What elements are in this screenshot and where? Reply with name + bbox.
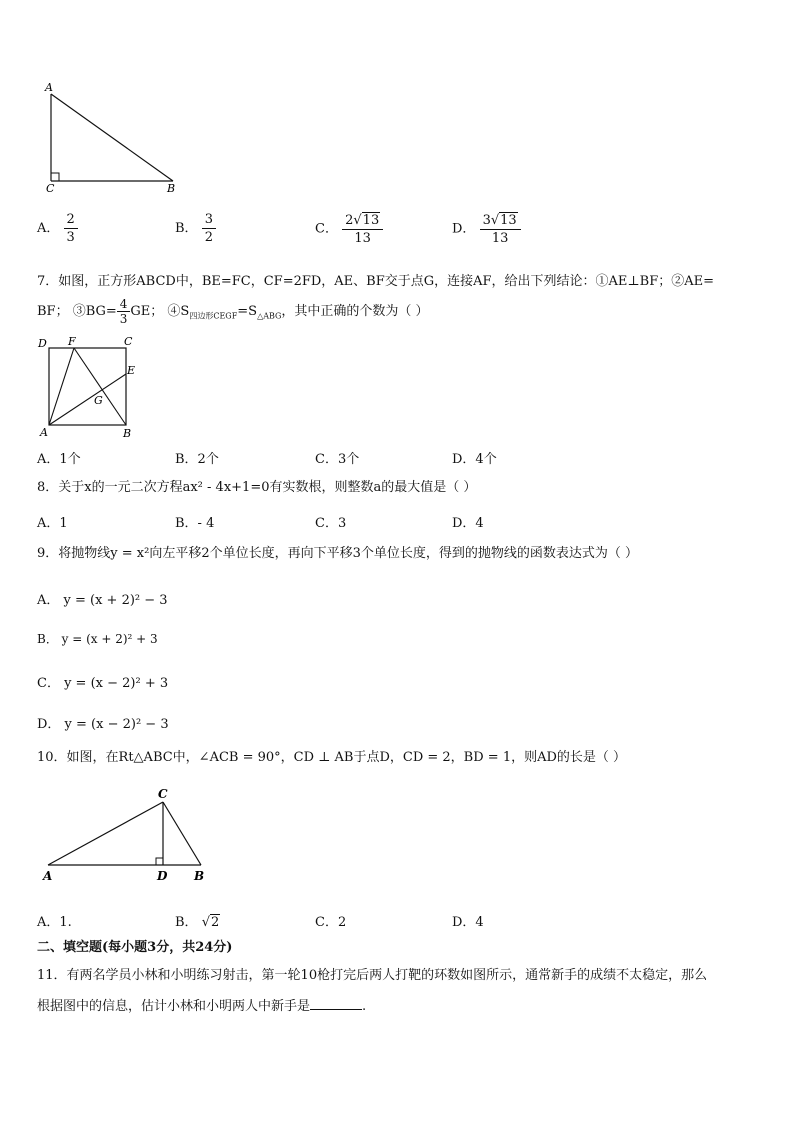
q6-triangle-figure <box>40 80 190 195</box>
q8-option-d[interactable]: D．4 <box>452 516 484 531</box>
q11-answer-blank[interactable] <box>310 1009 362 1010</box>
q6-option-d[interactable] <box>452 212 521 246</box>
q7-label-E: E <box>127 364 136 377</box>
q6-option-c-label: C． <box>315 221 338 237</box>
q6-option-b[interactable] <box>175 212 216 245</box>
q8-stem: 8．关于x的一元二次方程ax² - 4x+1=0有实数根，则整数a的最大值是（ ） <box>37 480 477 495</box>
q7-label-A: A <box>40 426 48 439</box>
q7-label-B: B <box>123 427 132 440</box>
q10-triangle-figure <box>38 785 218 885</box>
q7-label-F: F <box>68 335 76 348</box>
q7-option-c[interactable]: C．3个 <box>315 452 360 467</box>
q8-option-b[interactable]: B．- 4 <box>175 516 215 531</box>
q7-square-figure <box>30 332 150 442</box>
q6-option-b-fraction: $\frac{3}{2}$ <box>202 212 216 245</box>
q11-stem-line2: 根据图中的信息，估计小林和小明两人中新手是 . <box>37 999 367 1014</box>
q8-option-c[interactable]: C．3 <box>315 516 347 531</box>
q6-option-b-label: B． <box>175 221 198 236</box>
q7-label-C: C <box>124 335 133 348</box>
q10-option-b-label: B． <box>175 915 198 930</box>
q7-option-d[interactable]: D．4个 <box>452 452 497 467</box>
q9-option-b[interactable]: B． y = (x + 2)² + 3 <box>37 632 158 646</box>
q9-option-a[interactable]: A． y = (x + 2)² − 3 <box>37 593 168 608</box>
q8-option-a[interactable]: A．1 <box>37 516 68 531</box>
q10-option-b-radicand: 2 <box>210 915 220 930</box>
section-heading-fill-in: 二、填空题(每小题3分，共24分) <box>37 940 233 955</box>
q10-label-A: A <box>43 869 53 883</box>
q10-label-C: C <box>158 787 168 801</box>
q6-option-a-fraction: $\frac{2}{3}$ <box>64 212 78 245</box>
q6-label-B: B <box>167 182 176 195</box>
q10-label-D: D <box>157 869 168 883</box>
q10-label-B: B <box>194 869 205 883</box>
q7-label-G: G <box>94 394 103 407</box>
q7-stem-line1: 7．如图，正方形ABCD中，BE=FC，CF=2FD，AE、BF交于点G，连接AF，给出下列结论：①AE⊥BF；②AE= <box>37 274 714 289</box>
q6-option-d-label: D． <box>452 221 476 237</box>
q6-option-a[interactable] <box>37 212 78 245</box>
q9-option-d[interactable]: D． y = (x − 2)² − 3 <box>37 717 169 732</box>
q7-option-a[interactable]: A．1个 <box>37 452 81 467</box>
q6-option-c-fraction: $\frac{2√13}{13}$ <box>342 212 383 246</box>
q11-stem-line1: 11．有两名学员小林和小明练习射击，第一轮10枪打完后两人打靶的环数如图所示，通常新手的成绩不太稳定，那么 <box>37 968 708 983</box>
q6-option-a-label: A． <box>37 221 60 236</box>
q10-option-b[interactable]: B． √2 <box>175 915 220 930</box>
q7-option-b[interactable]: B．2个 <box>175 452 219 467</box>
q7-label-D: D <box>38 337 47 350</box>
q6-option-c[interactable] <box>315 212 383 246</box>
q10-option-c[interactable]: C．2 <box>315 915 347 930</box>
q9-stem: 9．将抛物线y = x²向左平移2个单位长度，再向下平移3个单位长度，得到的抛物线的函数表达式为（ ） <box>37 546 638 561</box>
q6-label-C: C <box>46 182 55 195</box>
q7-fraction: $\frac{4}{3}$ <box>117 298 131 325</box>
q6-label-A: A <box>45 81 53 94</box>
q7-stem-line2: BF； ③BG= $\frac{4}{3}$ GE； $④S_{四边形CEGF}=S_{\triangle ABG}$，其中正确的个数为（ ） <box>37 297 429 326</box>
q10-option-d[interactable]: D．4 <box>452 915 484 930</box>
q9-option-c[interactable]: C． y = (x − 2)² + 3 <box>37 676 169 691</box>
q10-stem: 10．如图，在Rt△ABC中，∠ACB = 90°，CD ⊥ AB于点D，CD = 2，BD = 1，则AD的长是（ ） <box>37 750 627 765</box>
q10-option-a[interactable]: A．1. <box>37 915 72 930</box>
q6-option-d-fraction: $\frac{3√13}{13}$ <box>480 212 521 246</box>
